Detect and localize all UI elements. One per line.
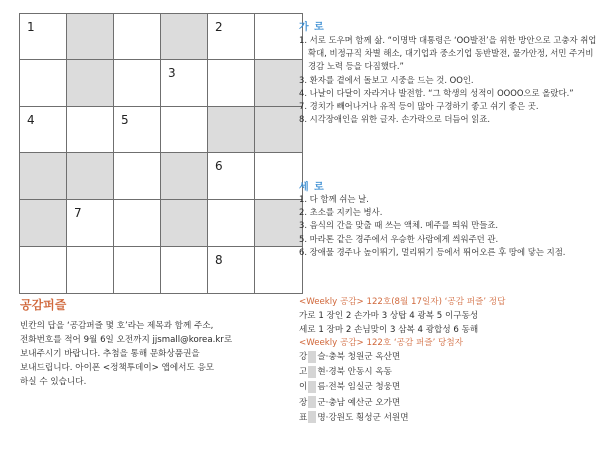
grid-cell[interactable] bbox=[255, 14, 303, 60]
grid-cell[interactable] bbox=[67, 247, 114, 294]
winner-detail: 명·강원도 횡성군 서원면 bbox=[317, 412, 409, 423]
grid-cell[interactable] bbox=[114, 153, 161, 200]
grid-cell[interactable] bbox=[67, 200, 114, 247]
clue-number: 8 bbox=[215, 253, 223, 267]
answers-heading: <Weekly 공감> 122호(8월 17일자) ‘공감 퍼즐’ 정답 bbox=[299, 297, 506, 307]
down-title: 세 로 bbox=[299, 182, 325, 193]
name-mask bbox=[308, 351, 316, 363]
grid-cell-shaded bbox=[255, 107, 303, 153]
info-line: 보내드립니다. 아이폰 <정책투데이> 앱에서도 응모 bbox=[20, 363, 215, 373]
grid-cell-shaded bbox=[20, 153, 67, 200]
name-mask bbox=[308, 411, 316, 423]
grid-cell-shaded bbox=[67, 14, 114, 60]
winner-surname: 강 bbox=[299, 352, 308, 362]
clue-number: 2 bbox=[215, 20, 223, 34]
info-line: 보내주시기 바랍니다. 추첨을 통해 문화상품권을 bbox=[20, 349, 200, 359]
name-mask bbox=[308, 381, 316, 393]
grid-cell[interactable] bbox=[255, 247, 303, 294]
puzzle-title: 공감퍼즐 bbox=[20, 298, 67, 312]
grid-cell-shaded bbox=[208, 107, 255, 153]
winner-surname: 장 bbox=[299, 397, 308, 408]
winners-list bbox=[299, 350, 599, 426]
answers-down: 세로 1 장마 2 손님맞이 3 삼복 4 광합성 6 동해 bbox=[299, 325, 479, 335]
down-clue: 2. 초소를 지키는 병사. bbox=[299, 207, 383, 218]
grid-cell[interactable] bbox=[114, 60, 161, 107]
grid-cell[interactable] bbox=[20, 247, 67, 294]
winner-surname: 표 bbox=[299, 412, 308, 423]
clue-number: 1 bbox=[27, 20, 35, 34]
answers-across: 가로 1 장인 2 손가마 3 상탑 4 광복 5 이구동성 bbox=[299, 311, 479, 321]
across-clue: 1. 서로 도우며 함께 삶. “이명박 대통령은 ‘OO발전’을 위한 방안으로 고충자 취업확대, 비정규직 차별 해소, 대기업과 중소기업 동반발전, 물가안정, 서민 주거비 경감 노력 등을 다짐했다.” bbox=[299, 35, 597, 72]
clue-number: 7 bbox=[74, 206, 82, 220]
clue-number: 3 bbox=[168, 66, 176, 80]
grid-cell[interactable] bbox=[208, 14, 255, 60]
grid-cell-shaded bbox=[255, 60, 303, 107]
info-line: 하실 수 있습니다. bbox=[20, 377, 87, 387]
grid-cell[interactable] bbox=[161, 247, 208, 294]
winner-entry bbox=[299, 396, 599, 411]
winner-surname: 고 bbox=[299, 367, 308, 378]
winner-entry bbox=[299, 411, 599, 426]
winner-detail: 현·경북 안동시 옥동 bbox=[317, 367, 392, 378]
down-clue: 6. 장애물 경주나 높이뛰기, 멀리뛰기 등에서 뛰어오른 후 땅에 닿는 지점. bbox=[299, 246, 566, 257]
grid-cell[interactable] bbox=[20, 107, 67, 153]
across-clues bbox=[299, 34, 599, 126]
across-title: 가 로 bbox=[299, 22, 325, 33]
info-line: 전화번호를 적어 9월 6일 오전까지 jjsmall@korea.kr로 bbox=[20, 335, 233, 345]
across-clue: 3. 환자를 곁에서 돌보고 시중을 드는 것. OO인. bbox=[299, 74, 474, 85]
across-clue: 4. 나날이 다달이 자라거나 발전함. “그 학생의 성적이 OOOO으로 올랐다.” bbox=[299, 87, 574, 98]
grid-cell-shaded bbox=[161, 200, 208, 247]
down-clues bbox=[299, 193, 599, 259]
winner-entry bbox=[299, 350, 599, 365]
grid-cell[interactable] bbox=[20, 14, 67, 60]
grid-cell[interactable] bbox=[114, 200, 161, 247]
down-clue: 1. 다 함께 쉬는 날. bbox=[299, 194, 369, 204]
name-mask bbox=[308, 396, 316, 408]
down-clue: 5. 마라톤 같은 경주에서 우승한 사람에게 씌워주던 관. bbox=[299, 233, 499, 244]
grid-cell-shaded bbox=[255, 200, 303, 247]
winner-surname: 이 bbox=[299, 382, 308, 393]
clue-number: 4 bbox=[27, 113, 35, 127]
clue-number: 6 bbox=[215, 159, 223, 173]
winner-entry bbox=[299, 365, 599, 380]
grid-cell[interactable] bbox=[208, 200, 255, 247]
grid-cell[interactable] bbox=[208, 153, 255, 200]
grid-cell-shaded bbox=[67, 60, 114, 107]
grid-cell[interactable] bbox=[208, 247, 255, 294]
grid-cell-shaded bbox=[20, 200, 67, 247]
info-line: 빈칸의 답을 ‘공감퍼즐 몇 호’라는 제목과 함께 주소, bbox=[20, 321, 214, 331]
grid-cell[interactable] bbox=[161, 60, 208, 107]
grid-cell[interactable] bbox=[20, 60, 67, 107]
puzzle-info bbox=[20, 296, 295, 389]
across-clue: 7. 경치가 빼어나거나 유적 등이 많아 구경하기 좋고 쉬기 좋은 곳. bbox=[299, 101, 539, 112]
grid-cell-shaded bbox=[67, 153, 114, 200]
down-clue: 3. 음식의 간을 맞출 때 쓰는 액체. 메주를 띄워 만들죠. bbox=[299, 220, 499, 231]
winner-detail: 름·전북 임실군 청웅면 bbox=[317, 382, 401, 393]
clue-number: 5 bbox=[121, 113, 129, 127]
grid-cell[interactable] bbox=[114, 107, 161, 153]
name-mask bbox=[308, 366, 316, 378]
winner-entry bbox=[299, 380, 599, 395]
grid-cell[interactable] bbox=[161, 107, 208, 153]
winner-detail: 슬·충북 청원군 옥산면 bbox=[317, 352, 401, 362]
grid-cell-shaded bbox=[161, 14, 208, 60]
grid-cell-shaded bbox=[161, 153, 208, 200]
crossword-grid bbox=[19, 13, 303, 294]
grid-cell[interactable] bbox=[67, 107, 114, 153]
winner-detail: 군·충남 예산군 오가면 bbox=[317, 397, 401, 408]
winners-heading: <Weekly 공감> 122호 ‘공감 퍼즐’ 당첨자 bbox=[299, 338, 463, 348]
grid-cell[interactable] bbox=[255, 153, 303, 200]
across-clue: 8. 시각장애인을 위한 글자. 손가락으로 더듬어 읽죠. bbox=[299, 114, 491, 125]
grid-cell[interactable] bbox=[114, 14, 161, 60]
answers-section bbox=[299, 296, 599, 426]
grid-cell[interactable] bbox=[114, 247, 161, 294]
grid-cell[interactable] bbox=[208, 60, 255, 107]
